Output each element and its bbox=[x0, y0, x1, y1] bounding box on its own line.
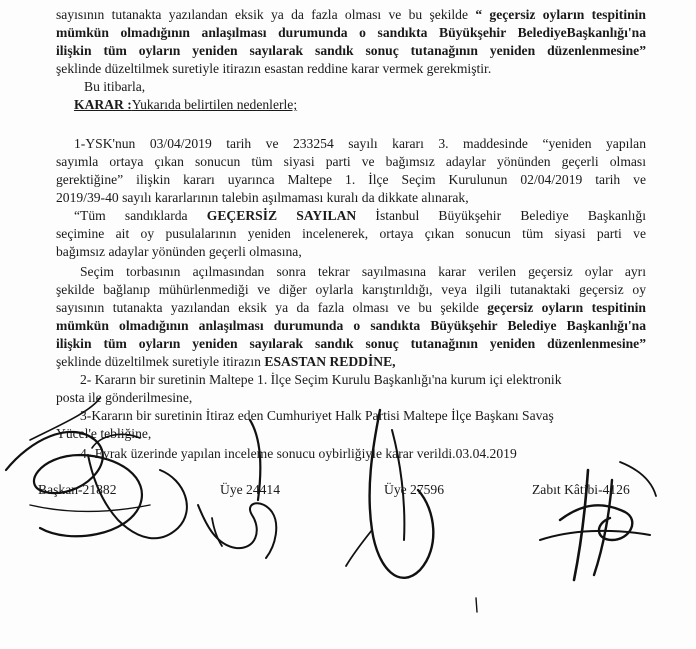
item1-line-10-text: sayısının tutanakta yazılandan eksik ya da fazla olması ve bu şekilde bbox=[56, 300, 488, 315]
intro-line-2: mümkün olmadığının anlaşılması durumunda o sandıkta Büyükşehir BelediyeBaşkanlığı'na bbox=[56, 25, 646, 40]
item1-line-10 bbox=[56, 299, 646, 317]
item1-line-11: mümkün olmadığının anlaşılması durumunda o sandıkta Büyükşehir Belediye Başkanlığı'na bbox=[56, 318, 646, 333]
karar-heading bbox=[74, 96, 297, 114]
signature-katip-ink bbox=[540, 462, 656, 580]
item1-line-5-text-c: İstanbul Büyükşehir Belediye Başkanlığı bbox=[356, 208, 646, 223]
item1-line-2: sayımla ortaya çıkan sonucun tüm siyasi parti ve bağımsız adaylar yönünden geçerli olması bbox=[56, 154, 646, 169]
signature-uye-2: Üye 27596 bbox=[384, 482, 445, 497]
item3-line-2: Yücel'e tebliğine, bbox=[56, 426, 152, 441]
item2-line-2: posta ile gönderilmesine, bbox=[56, 390, 193, 405]
intro-line-1-bold: “ geçersiz oyların tespitinin bbox=[475, 7, 646, 22]
karar-label: KARAR : bbox=[74, 97, 132, 112]
intro-line-4: şeklinde düzeltilmek suretiyle itirazın esastan reddine karar vermek gerekmiştir. bbox=[56, 61, 492, 76]
signature-uye-1: Üye 24414 bbox=[220, 482, 281, 497]
item4-line-1: 4- Evrak üzerinde yapılan inceleme sonucu oybirliğiyle karar verildi.03.04.2019 bbox=[80, 446, 517, 461]
item1-line-10-bold: geçersiz oyların tespitinin bbox=[487, 300, 646, 315]
item3-line-1: 3-Kararın bir suretinin İtiraz eden Cumhuriyet Halk Partisi Maltepe İlçe Başkanı Savaş bbox=[80, 408, 554, 423]
intro-line-1 bbox=[56, 6, 646, 24]
item1-line-6: seçimine ait oy pusulalarının yeniden incelenerek, ortaya çıkan sonucun tüm siyasi parti ve bbox=[56, 226, 646, 241]
signature-baskan: Başkan-21882 bbox=[38, 482, 117, 497]
item1-line-8: Seçim torbasının açılmasından sonra tekrar sayılmasına karar verilen geçersiz oylar ayrı bbox=[80, 264, 646, 279]
signature-zabit-katibi: Zabıt Kâtibi-4126 bbox=[532, 482, 630, 497]
item1-line-9: şekilde bağlanıp mühürlenmediği ve diğer oylarla karıştırıldığı, veya ilgili tutanaktaki geçersiz oy bbox=[56, 282, 646, 297]
item1-line-4: 2019/39-40 sayılı kararlarının talebin aşılmaması kuralı da dikkate alınarak, bbox=[56, 190, 469, 205]
item1-line-7: bağımsız adaylar yönünden geçerli olmasına, bbox=[56, 244, 302, 259]
item1-line-3: gerektiğine” ilişkin kararı uyarınca Maltepe 1. İlçe Seçim Kurulunun 02/04/2019 tarih ve bbox=[56, 172, 646, 187]
item1-line-5 bbox=[74, 207, 646, 225]
item1-line-13-text: şeklinde düzeltilmek suretiyle itirazın bbox=[56, 354, 265, 369]
item1-line-13-bold: ESASTAN REDDİNE, bbox=[264, 354, 396, 369]
item1-line-5-text-a: “Tüm sandıklarda bbox=[74, 208, 207, 223]
item1-line-13 bbox=[56, 353, 396, 371]
intro-line-1-text: sayısının tutanakta yazılandan eksik ya da fazla olması ve bu şekilde bbox=[56, 7, 469, 22]
karar-text: Yukarıda belirtilen nedenlerle; bbox=[131, 97, 298, 112]
signature-uye-2-ink bbox=[346, 410, 477, 612]
item2-line-1: 2- Kararın bir suretinin Maltepe 1. İlçe Seçim Kurulu Başkanlığı'na kurum içi elektronik bbox=[80, 372, 562, 387]
item1-line-5-bold: GEÇERSİZ SAYILAN bbox=[206, 208, 357, 223]
intro-line-3: ilişkin tüm oyların yeniden sayılarak sandık sonuç tutanağının yeniden düzenlenmesine” bbox=[56, 43, 646, 58]
intro-line-5: Bu itibarla, bbox=[84, 79, 146, 94]
item1-line-1: 1-YSK'nun 03/04/2019 tarih ve 233254 sayılı kararı 3. maddesinde “yeniden yapılan bbox=[74, 136, 646, 151]
item1-line-12: ilişkin tüm oyların yeniden sayılarak sandık sonuç tutanağının yeniden düzenlenmesine” bbox=[56, 336, 646, 351]
